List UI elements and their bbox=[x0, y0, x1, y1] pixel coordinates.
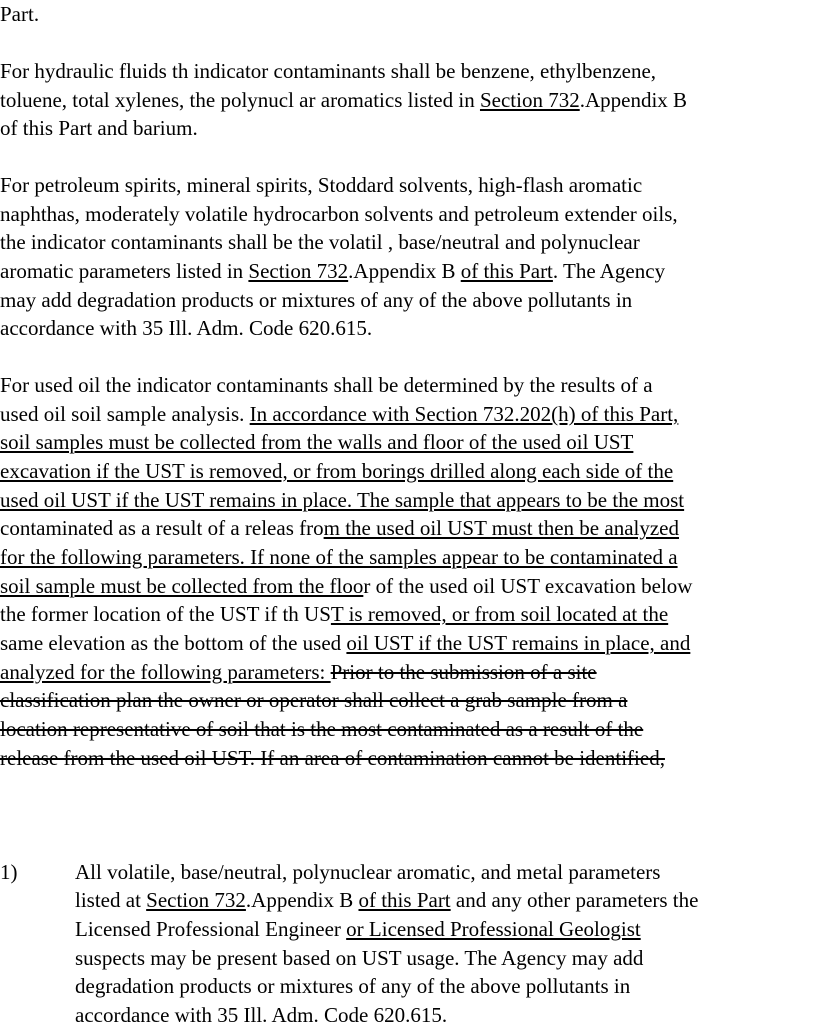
text-line bbox=[0, 428, 633, 457]
text-span: toluene, total xylenes, the polynucl ar aromatics listed in bbox=[0, 88, 480, 112]
text-line bbox=[0, 686, 627, 715]
text-span: .Appendix B bbox=[245, 888, 359, 912]
underlined-insertion: oil UST if the UST remains in place, and bbox=[346, 631, 691, 655]
struck-deletion: Prior to the submission of a site bbox=[330, 660, 597, 684]
underlined-insertion: used oil UST if the UST remains in place. The sample that appears to be the most bbox=[0, 488, 685, 512]
text-line bbox=[0, 572, 692, 601]
text-line bbox=[0, 457, 673, 486]
text-span: and any other parameters the bbox=[450, 888, 699, 912]
text-span: degradation products or mixtures of any of the above pollutants in bbox=[75, 974, 631, 998]
text-line bbox=[0, 86, 687, 115]
text-span: accordance with 35 Ill. Adm. Code 620.615. bbox=[0, 316, 373, 340]
text-line bbox=[0, 400, 678, 429]
text-span: suspects may be present based on UST usage. The Agency may add bbox=[75, 946, 644, 970]
underlined-insertion: Section 732 bbox=[248, 259, 349, 283]
text-span: Licensed Professional Engineer bbox=[75, 917, 347, 941]
underlined-insertion: or Licensed Professional Geologist bbox=[346, 917, 641, 941]
underlined-insertion: excavation if the UST is removed, or from borings drilled along each side of the bbox=[0, 459, 674, 483]
text-line bbox=[0, 543, 678, 572]
text-span: same elevation as the bottom of the used bbox=[0, 631, 347, 655]
struck-deletion: classification plan the owner or operator shall collect a grab sample from a bbox=[0, 688, 628, 712]
text-line bbox=[0, 600, 668, 629]
text-line bbox=[75, 1001, 447, 1030]
text-line bbox=[0, 486, 684, 515]
text-span: Part. bbox=[0, 2, 40, 26]
underlined-insertion: In accordance with Section 732.202(h) of this Part, bbox=[249, 402, 679, 426]
text-line bbox=[0, 228, 640, 257]
text-span: accordance with 35 Ill. Adm. Code 620.615. bbox=[75, 1003, 448, 1027]
text-span: .Appendix B bbox=[579, 88, 688, 112]
list-item-number: 1) bbox=[0, 860, 18, 884]
text-line bbox=[0, 314, 372, 343]
text-line bbox=[0, 371, 653, 400]
underlined-insertion: m the used oil UST must then be analyzed bbox=[323, 516, 679, 540]
text-span: For used oil the indicator contaminants shall be determined by the results of a bbox=[0, 373, 653, 397]
struck-deletion: location representative of soil that is the most contaminated as a result of the bbox=[0, 717, 644, 741]
text-line bbox=[75, 915, 641, 944]
text-line bbox=[0, 744, 665, 773]
text-span: listed at bbox=[75, 888, 147, 912]
underlined-insertion: T is removed, or from soil located at the bbox=[330, 602, 669, 626]
text-line bbox=[0, 629, 690, 658]
text-line bbox=[75, 972, 630, 1001]
text-span: contaminated as a result of a releas fro bbox=[0, 516, 324, 540]
text-line bbox=[0, 257, 665, 286]
text-span: may add degradation products or mixtures of any of the above pollutants in bbox=[0, 288, 633, 312]
text-span: All volatile, base/neutral, polynuclear aromatic, and metal parameters bbox=[75, 860, 661, 884]
text-line bbox=[0, 114, 198, 143]
text-span: of this Part and barium. bbox=[0, 116, 198, 140]
text-line bbox=[75, 858, 660, 887]
underlined-insertion: of this Part bbox=[358, 888, 451, 912]
text-span: .Appendix B bbox=[348, 259, 461, 283]
underlined-insertion: of this Part bbox=[460, 259, 553, 283]
text-span: used oil soil sample analysis. bbox=[0, 402, 250, 426]
underlined-insertion: analyzed for the following parameters: bbox=[0, 660, 331, 684]
text-span: For hydraulic fluids th indicator contaminants shall be benzene, ethylbenzene, bbox=[0, 59, 657, 83]
text-span: the former location of the UST if th US bbox=[0, 602, 331, 626]
underlined-insertion: Section 732 bbox=[479, 88, 580, 112]
text-span: aromatic parameters listed in bbox=[0, 259, 249, 283]
underlined-insertion: soil samples must be collected from the walls and floor of the used oil UST bbox=[0, 430, 634, 454]
text-line bbox=[0, 200, 678, 229]
text-span: . The Agency bbox=[552, 259, 666, 283]
text-line bbox=[0, 171, 642, 200]
text-line bbox=[0, 514, 679, 543]
text-line bbox=[75, 944, 643, 973]
text-line bbox=[0, 57, 656, 86]
text-line bbox=[0, 0, 39, 29]
text-span: For petroleum spirits, mineral spirits, Stoddard solvents, high-flash aromatic bbox=[0, 173, 643, 197]
text-line bbox=[75, 886, 698, 915]
underlined-insertion: soil sample must be collected from the floo bbox=[0, 574, 364, 598]
text-line bbox=[0, 286, 632, 315]
text-line bbox=[0, 715, 643, 744]
underlined-insertion: for the following parameters. If none of the samples appear to be contaminated a bbox=[0, 545, 678, 569]
text-span: naphthas, moderately volatile hydrocarbon solvents and petroleum extender oils, bbox=[0, 202, 678, 226]
text-span: r of the used oil UST excavation below bbox=[363, 574, 693, 598]
underlined-insertion: Section 732 bbox=[146, 888, 246, 912]
struck-deletion: release from the used oil UST. If an area of contamination cannot be identified, bbox=[0, 746, 665, 770]
text-line bbox=[0, 658, 597, 687]
text-span: the indicator contaminants shall be the volatil , base/neutral and polynuclear bbox=[0, 230, 640, 254]
